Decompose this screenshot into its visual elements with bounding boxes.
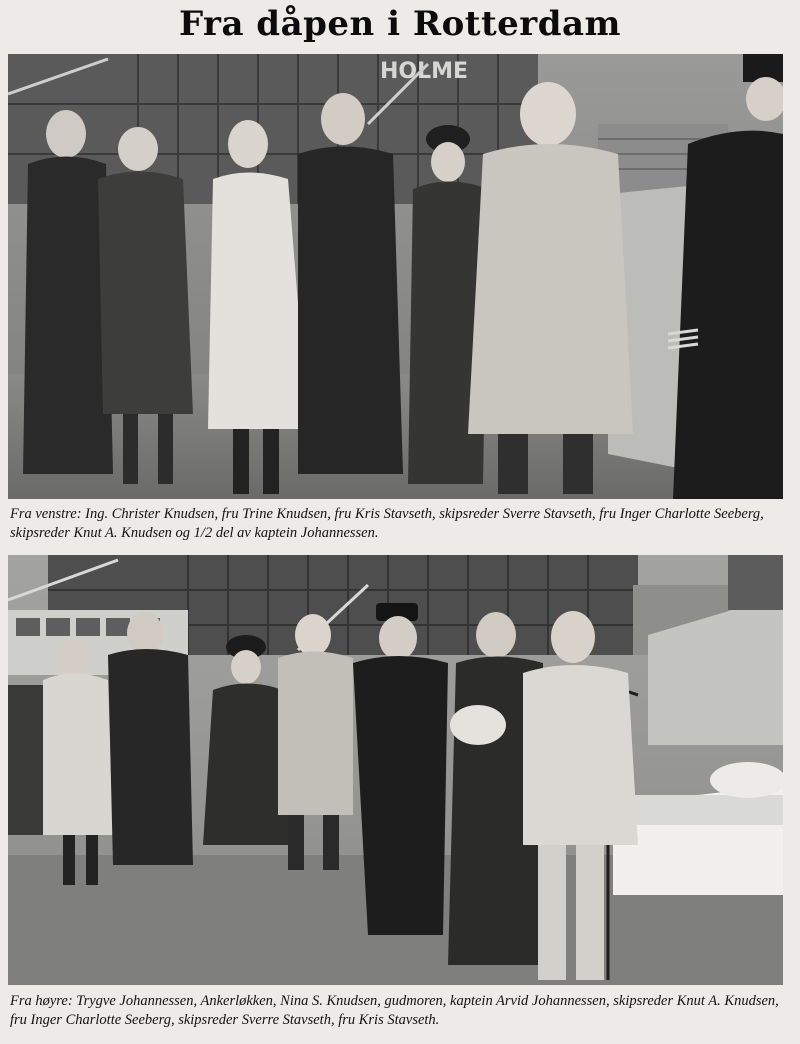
caption-top-photo: Fra venstre: Ing. Christer Knudsen, fru Trine Knudsen, fru Kris Stavseth, skipsreder Sverre Stavseth, fru Inger Charlotte Seeberg, skipsreder Knut A. Knudsen og 1/2 del av kaptein Johannessen. xyxy=(10,506,764,541)
caption-bottom-photo: Fra høyre: Trygve Johannessen, Ankerløkken, Nina S. Knudsen, gudmoren, kaptein Arvid Johannessen, skipsreder Knut A. Knudsen, fru Inger Charlotte Seeberg, skipsreder Sverre Stavseth, fru Kris Stavseth. xyxy=(10,993,779,1028)
photo-christening-group-bottom xyxy=(8,555,783,985)
page-title: Fra dåpen i Rotterdam xyxy=(178,4,621,44)
photo-christening-group-top xyxy=(8,54,783,499)
building-sign: HOLME xyxy=(380,59,469,84)
